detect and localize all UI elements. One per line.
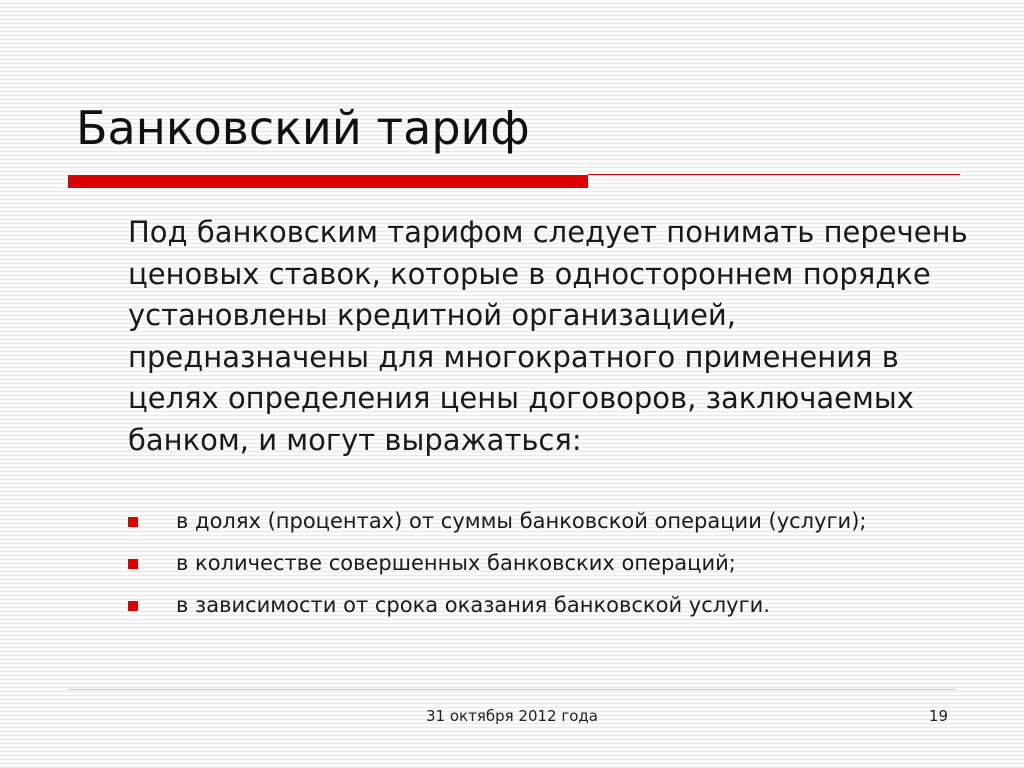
page-number: 19: [928, 707, 948, 725]
square-bullet-icon: [128, 601, 138, 611]
bullet-list: [128, 507, 928, 633]
bullet-item: [128, 507, 928, 536]
slide-title: Банковский тариф: [76, 101, 530, 155]
bullet-item: [128, 549, 928, 578]
square-bullet-icon: [128, 517, 138, 527]
bullet-text: в долях (процентах) от суммы банковской операции (услуги);: [176, 509, 867, 533]
body-paragraph: Под банковским тарифом следует понимать перечень ценовых ставок, которые в одностороннем порядке установлены кредитной организацией, предназначены для многократного применения в целях определения цены договоров, заключаемых банком, и могут выражаться:: [128, 215, 968, 457]
footer-rule-line: [68, 689, 956, 690]
bullet-text: в зависимости от срока оказания банковской услуги.: [176, 593, 770, 617]
title-rule-line: [588, 174, 960, 175]
bullet-item: [128, 591, 928, 620]
bullet-text: в количестве совершенных банковских операций;: [176, 551, 736, 575]
footer-date: 31 октября 2012 года: [426, 707, 598, 725]
square-bullet-icon: [128, 559, 138, 569]
title-accent-bar: [68, 175, 588, 188]
